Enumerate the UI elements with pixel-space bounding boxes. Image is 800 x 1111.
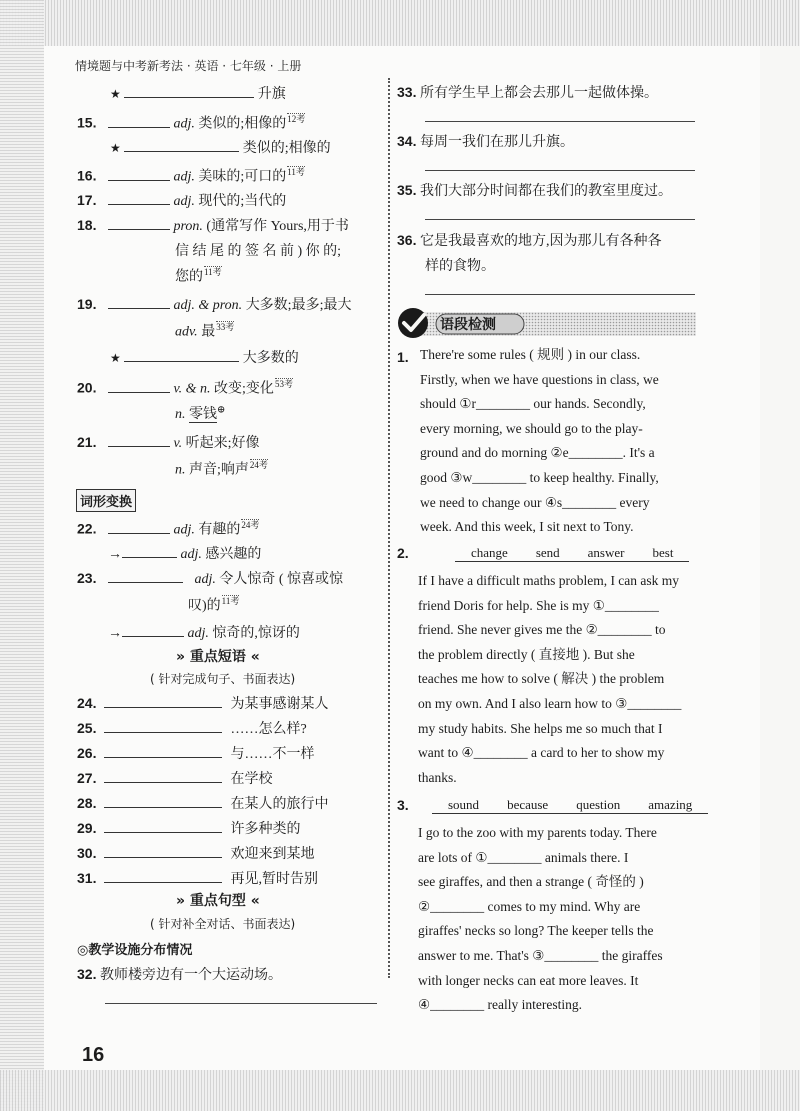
passage-line: There're some rules ( 规则 ) in our class.	[420, 347, 641, 362]
star-icon: ★	[110, 351, 121, 365]
phrase-item: 24. 为某事感谢某人	[77, 695, 329, 712]
word-bank-word: best	[652, 545, 674, 560]
passage-line: answer to me. That's ③________ the giraffes	[418, 947, 663, 963]
passage-line: friend. She never gives me the ②________ to	[418, 622, 666, 638]
word-form-item-23-derived: → adj. 惊奇的,惊讶的	[108, 622, 300, 642]
answer-blank[interactable]	[108, 295, 170, 309]
word-bank-word: answer	[587, 545, 625, 560]
vocab-item-17: 17. adj. 现代的;当代的	[77, 192, 287, 209]
facilities-subheading: ◎教学设施分布情况	[77, 943, 193, 958]
vocab-star-3: ★ 大多数的	[110, 347, 299, 367]
vocab-item-18: 18. pron. (通常写作 Yours,用于书	[77, 217, 349, 234]
answer-blank[interactable]	[108, 520, 170, 534]
answer-blank[interactable]	[104, 694, 222, 708]
answer-blank[interactable]	[108, 379, 170, 393]
sentences-title: » 重点句型 «	[176, 893, 260, 909]
answer-blank[interactable]	[122, 623, 184, 637]
passage-line: teaches me how to solve ( 解决 ) the problem	[418, 671, 665, 687]
answer-line[interactable]	[105, 1003, 377, 1004]
word-forms-title: 词形变换	[76, 489, 136, 512]
passage-line: week. And this week, I sit next to Tony.	[420, 519, 634, 535]
passage-line: good ③w________ to keep healthy. Finally,	[420, 469, 659, 485]
answer-blank[interactable]	[108, 167, 170, 181]
answer-line[interactable]	[425, 294, 695, 295]
passage-line: ②________ comes to my mind. Why are	[418, 898, 641, 914]
checkmark-circle-icon	[398, 308, 428, 338]
word-bank-word: send	[535, 545, 560, 560]
passage-line: want to ④________ a card to her to show my	[418, 745, 665, 761]
vocab-item-20-noun: n. 零钱⊕	[175, 404, 226, 422]
answer-blank[interactable]	[108, 216, 170, 230]
passage-line: on my own. And I also learn how to ③________	[418, 695, 682, 711]
answer-blank[interactable]	[104, 869, 222, 883]
word-bank-word: because	[507, 797, 549, 812]
answer-blank[interactable]	[104, 794, 222, 808]
vocab-star-1: ★ 升旗	[110, 83, 286, 103]
test-q1-number: 1.	[397, 349, 409, 365]
vocab-star-2: ★ 类似的;相像的	[110, 137, 331, 157]
passage-line: If I have a difficult maths problem, I can ask my	[418, 573, 680, 588]
passage-line: should ①r________ our hands. Secondly,	[420, 396, 646, 412]
phrases-title: » 重点短语 «	[176, 649, 260, 665]
passage-line: every morning, we should go to the play-	[420, 420, 643, 436]
vocab-item-16: 16. adj. 美味的;可口的$^{11考}$	[77, 167, 305, 185]
vocab-item-20: 20. v. & n. 改变;变化$^{53考}$	[77, 379, 293, 397]
passage-line: with longer necks can eat more leaves. It	[418, 972, 639, 988]
circled-plus-icon: ⊕	[217, 404, 226, 416]
phrases-note: ( 针对完成句子、书面表达)	[150, 672, 296, 686]
test-q3-passage	[418, 821, 700, 1018]
star-icon: ★	[110, 87, 121, 101]
answer-blank[interactable]	[124, 348, 239, 362]
page-number: 16	[82, 1044, 105, 1066]
test-q2-number: 2.	[397, 545, 409, 561]
answer-line[interactable]	[425, 219, 695, 220]
phrase-item: 26. 与……不一样	[77, 745, 315, 762]
vocab-item-18-meaning-3: 您的$^{11考}$	[175, 267, 222, 285]
sentence-item-33: 33. 所有学生早上都会去那儿一起做体操。	[397, 84, 658, 101]
sentence-item-36-line-2: 样的食物。	[425, 259, 495, 274]
test-q1-passage	[420, 343, 700, 540]
passage-line: ground and do morning ②e________. It's a	[420, 445, 655, 461]
word-bank-word: change	[471, 545, 508, 560]
passage-line: ④________ really interesting.	[418, 997, 582, 1013]
word-bank-word: question	[576, 797, 621, 812]
test-q3-word-bank	[432, 797, 708, 814]
vocab-item-19-adv: adv. 最$^{33考}$	[175, 322, 235, 340]
answer-blank[interactable]	[108, 569, 183, 583]
phrase-item: 27. 在学校	[77, 770, 273, 787]
answer-blank[interactable]	[124, 138, 239, 152]
column-divider	[388, 78, 390, 978]
star-icon: ★	[110, 141, 121, 155]
answer-blank[interactable]	[122, 544, 177, 558]
vocab-item-15: 15. adj. 类似的;相像的$^{12考}$	[77, 114, 306, 132]
test-q2-passage	[418, 569, 700, 790]
passage-line: thanks.	[418, 769, 457, 785]
answer-blank[interactable]	[104, 769, 222, 783]
sentence-item-35: 35. 我们大部分时间都在我们的教室里度过。	[397, 182, 672, 199]
test-q3-number: 3.	[397, 797, 409, 813]
answer-blank[interactable]	[124, 84, 254, 98]
sentence-item-32: 32. 教师楼旁边有一个大运动场。	[77, 966, 282, 983]
word-form-item-22: 22. adj. 有趣的$^{24考}$	[77, 520, 260, 538]
word-form-item-22-derived: → adj. 感兴趣的	[108, 543, 261, 563]
answer-line[interactable]	[425, 121, 695, 122]
answer-blank[interactable]	[108, 433, 170, 447]
sentence-item-36: 36. 它是我最喜欢的地方,因为那儿有各种各	[397, 232, 662, 249]
test-section-title: 语段检测	[440, 317, 496, 333]
answer-blank[interactable]	[104, 819, 222, 833]
phrase-item: 28. 在某人的旅行中	[77, 795, 329, 812]
passage-line: see giraffes, and then a strange ( 奇怪的 )	[418, 874, 644, 890]
passage-line: friend Doris for help. She is my ①________	[418, 597, 659, 613]
answer-blank[interactable]	[104, 844, 222, 858]
word-bank-word: sound	[448, 797, 480, 812]
word-form-item-23: 23. adj. 令人惊奇 ( 惊喜或惊	[77, 570, 344, 587]
test-q2-word-bank	[455, 545, 689, 562]
answer-blank[interactable]	[108, 191, 170, 205]
answer-blank[interactable]	[104, 719, 222, 733]
vocab-item-21-noun: n. 声音;响声$^{24考}$	[175, 460, 268, 478]
word-form-item-23-meaning-2: 叹)的$^{11考}$	[188, 596, 240, 614]
vocab-item-21: 21. v. 听起来;好像	[77, 434, 260, 451]
passage-line: Firstly, when we have questions in class, we	[420, 371, 659, 387]
passage-line: my study habits. She helps me so much that I	[418, 720, 663, 736]
vocab-item-18-meaning-2: 信 结 尾 的 签 名 前 ) 你 的;	[175, 244, 342, 259]
sentences-note: ( 针对补全对话、书面表达)	[150, 917, 296, 931]
answer-blank[interactable]	[104, 744, 222, 758]
scan-texture-bottom	[0, 1070, 800, 1111]
answer-blank[interactable]	[108, 114, 170, 128]
passage-line: giraffes' necks so long? The keeper tells the	[418, 923, 654, 939]
phrase-item: 30. 欢迎来到某地	[77, 845, 315, 862]
passage-line: we need to change our ④s________ every	[420, 494, 650, 510]
scan-texture-top	[0, 0, 800, 46]
passage-line: I go to the zoo with my parents today. There	[418, 825, 657, 840]
answer-line[interactable]	[425, 170, 695, 171]
vocab-item-19: 19. adj. & pron. 大多数;最多;最大	[77, 296, 352, 313]
passage-line: the problem directly ( 直接地 ). But she	[418, 646, 635, 662]
phrase-item: 29. 许多种类的	[77, 820, 301, 837]
passage-line: are lots of ①________ animals there. I	[418, 849, 629, 865]
word-bank-word: amazing	[648, 797, 693, 812]
scan-texture-left	[0, 0, 44, 1111]
page-header: 情境题与中考新考法 · 英语 · 七年级 · 上册	[75, 59, 302, 73]
phrase-item: 31. 再见,暂时告别	[77, 870, 318, 887]
sentence-item-34: 34. 每周一我们在那儿升旗。	[397, 133, 574, 150]
phrase-item: 25. ……怎么样?	[77, 720, 307, 737]
